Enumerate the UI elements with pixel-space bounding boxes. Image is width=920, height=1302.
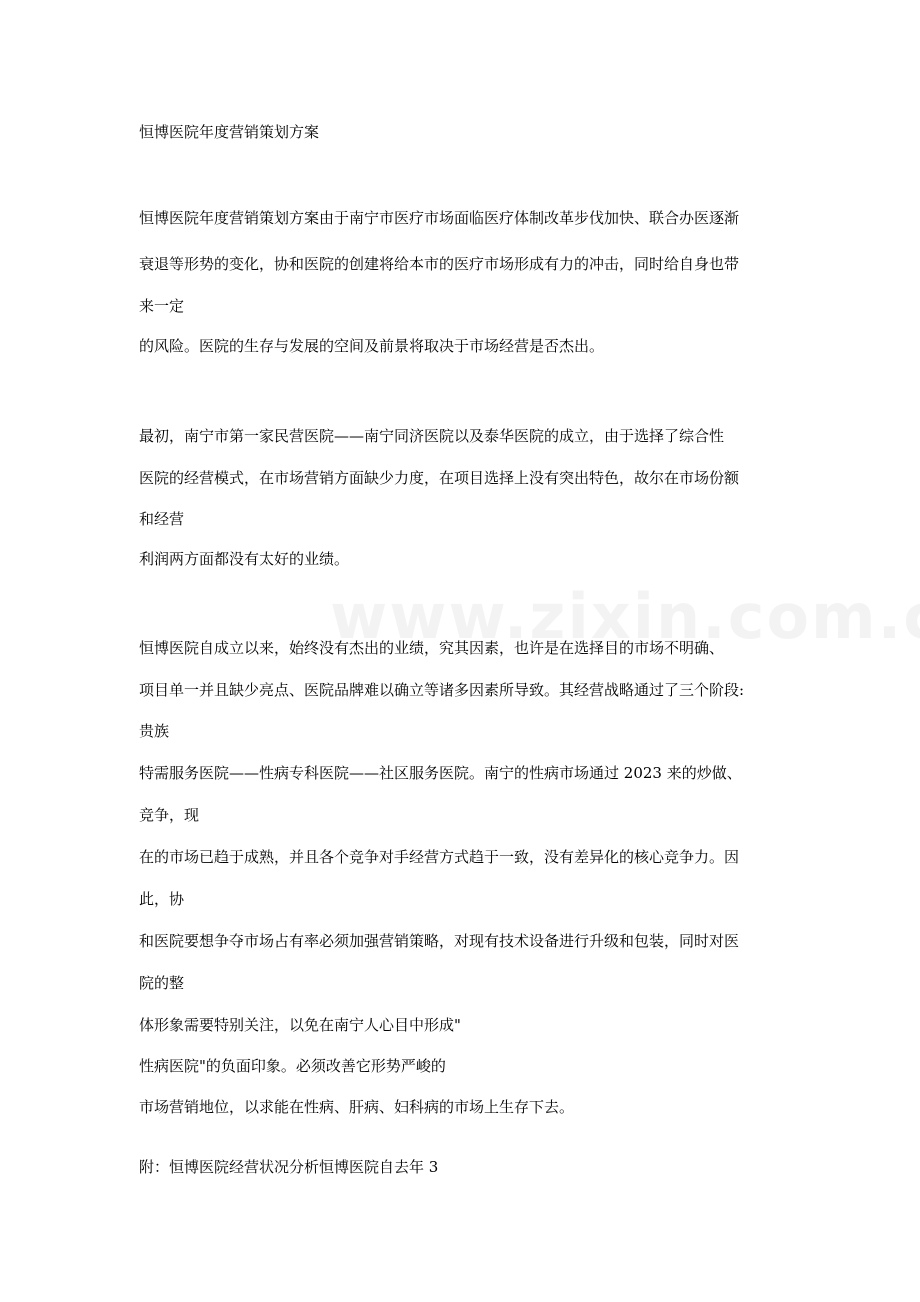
body-line-13: 竞争，现 <box>139 806 200 824</box>
body-line-15: 此，协 <box>139 890 185 908</box>
body-line-5: 最初，南宁市第一家民营医院——南宁同济医院以及泰华医院的成立，由于选择了综合性 <box>139 427 725 445</box>
body-line-19: 性病医院"的负面印象。必须改善它形势严峻的 <box>139 1057 446 1075</box>
body-line-16: 和医院要想争夺市场占有率必须加强营销策略，对现有技术设备进行升级和包装，同时对医 <box>139 932 740 950</box>
body-line-1: 恒博医院年度营销策划方案由于南宁市医疗市场面临医疗体制改革步伐加快、联合办医逐渐 <box>139 209 740 227</box>
body-line-3: 来一定 <box>139 297 185 315</box>
body-line-9: 恒博医院自成立以来，始终没有杰出的业绩，究其因素，也许是在选择目的市场不明确、 <box>139 639 725 657</box>
body-line-11: 贵族 <box>139 722 170 740</box>
body-line-20: 市场营销地位，以求能在性病、肝病、妇科病的市场上生存下去。 <box>139 1098 575 1116</box>
document-title: 恒博医院年度营销策划方案 <box>139 123 320 141</box>
body-line-17: 院的整 <box>139 974 185 992</box>
body-line-12: 特需服务医院——性病专科医院——社区服务医院。南宁的性病市场通过 2023 来的炒做、 <box>139 764 742 782</box>
body-line-7: 和经营 <box>139 510 185 528</box>
body-line-10: 项目单一并且缺少亮点、医院品牌难以确立等诸多因素所导致。其经营战略通过了三个阶段: <box>139 681 745 699</box>
body-line-6: 医院的经营模式，在市场营销方面缺少力度，在项目选择上没有突出特色，故尔在市场份额 <box>139 469 740 487</box>
body-line-14: 在的市场已趋于成熟，并且各个竞争对手经营方式趋于一致，没有差异化的核心竞争力。因 <box>139 848 740 866</box>
body-line-8: 利润两方面都没有太好的业绩。 <box>139 550 350 568</box>
body-line-4: 的风险。医院的生存与发展的空间及前景将取决于市场经营是否杰出。 <box>139 337 605 355</box>
body-line-21: 附：恒博医院经营状况分析恒博医院自去年 3 <box>139 1158 439 1176</box>
body-line-18: 体形象需要特别关注，以免在南宁人心目中形成" <box>139 1016 461 1034</box>
body-line-2: 衰退等形势的变化，协和医院的创建将给本市的医疗市场形成有力的冲击，同时给自身也带 <box>139 255 740 273</box>
